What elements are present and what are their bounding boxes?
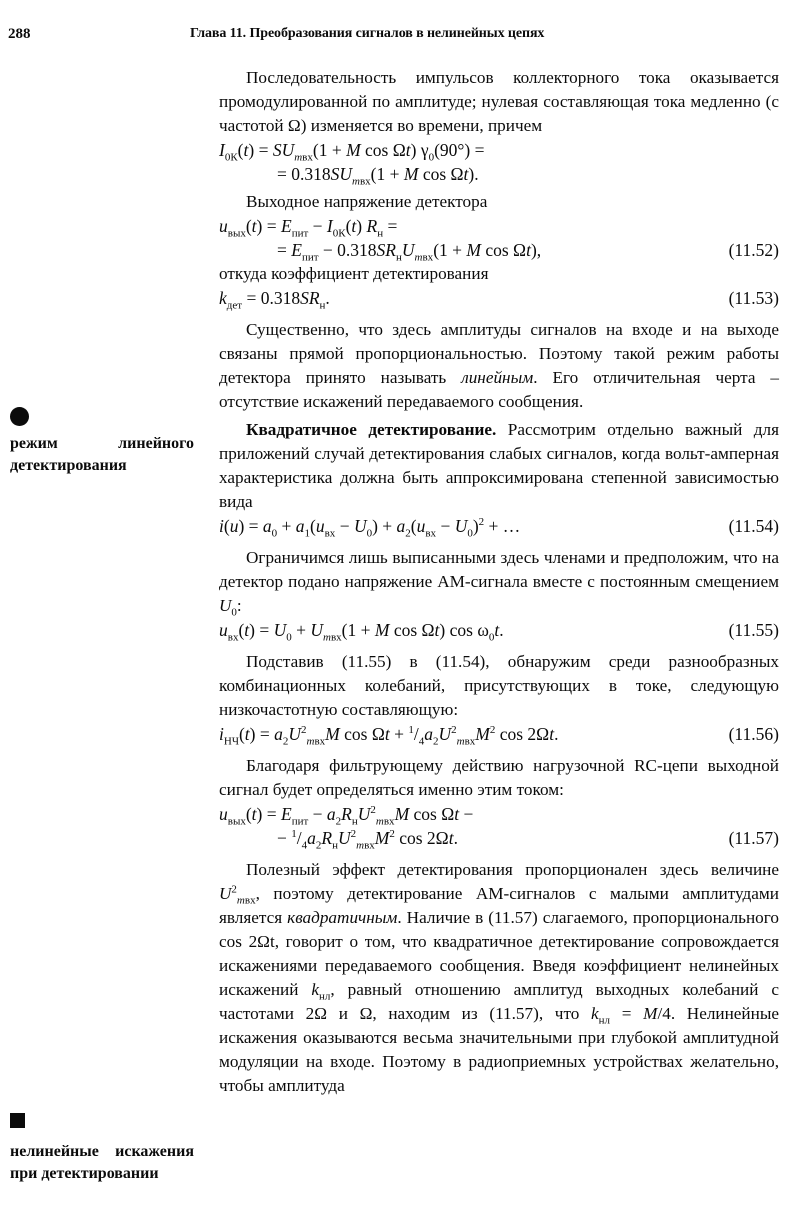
equation-number: (11.54) — [728, 516, 779, 536]
paragraph: Последовательность импульсов коллекторного тока оказывается промодулированной по амплитуде; нулевая составляющая тока медленно (с частотой Ω) изменяется во времени, причем — [219, 68, 779, 135]
equation-number: (11.57) — [728, 828, 779, 848]
equation-detection-coefficient: $k_{дет} = 0.318SR_н$. (11.53) — [219, 288, 779, 312]
bullet-square-icon — [10, 1113, 25, 1128]
paragraph: Существенно, что здесь амплитуды сигналов на входе и на выходе связаны прямой пропорциональностью. Поэтому такой режим работы детектора принято называть линейным. Его отличительная черта – отсутствие искажений передаваемого сообщения. — [219, 320, 780, 411]
equation-output-signal-cont: − $^1/_4a_2R_нU^2_{mвх}M^2$ cos 2Ωt. (11.57) — [277, 828, 779, 852]
margin-note-nonlinear-distortion: нелинейные искажения при детектировании — [10, 1143, 194, 1182]
equation-number: (11.53) — [728, 288, 779, 308]
equation-collector-current: $I_{0К}(t) = SU_{mвх}(1 + M$ cos Ωt) $\gamma_0(90^\circ)$ = — [219, 140, 485, 164]
emphasis: линейным — [461, 368, 534, 387]
page-number: 288 — [8, 26, 31, 42]
emphasis: квадратичным — [287, 908, 398, 927]
paragraph: Выходное напряжение детектора — [246, 192, 488, 211]
paragraph: Ограничимся лишь выписанными здесь членами и предположим, что на детектор подано напряжение АМ-сигнала вместе с постоянным смещением $U_0$: — [219, 548, 779, 619]
bullet-circle-icon — [10, 407, 29, 426]
equation-output-voltage: $u_{вых}(t) = E_{пит} - I_{0К}(t) R_н$ = — [219, 216, 398, 240]
equation-output-voltage-cont: = $E_{пит} - 0.318SR_нU_{mвх}(1 + M$ cos Ωt), (11.52) — [277, 240, 779, 264]
equation-number: (11.55) — [728, 620, 779, 640]
section-heading: Квадратичное детектирование. — [246, 420, 497, 439]
paragraph: Подставив (11.55) в (11.54), обнаружим среди разнообразных комбинационных колебаний, присутствующих в токе, следующую низкочастотную составляющую: — [219, 652, 779, 719]
paragraph: Полезный эффект детектирования пропорционален здесь величине $U^2_{mвх}$, поэтому детектирование АМ-сигналов с малыми амплитудами является квадратичным. Наличие в (11.57) слагаемого, пропорционального cos 2Ωt, говорит о том, что квадратичное детектирование сопровождается искажениями передаваемого сообщения. Введя коэффициент нелинейных искажений $k_{нл}$, равный отношению амплитуд выходных колебаний с частотами 2Ω и Ω, находим из (11.57), что $k_{нл} = M/4$. Нелинейные искажения оказываются весьма значительными при глубокой амплитудной модуляции на входе. Поэтому в радиоприемных устройствах желательно, чтобы амплитуда — [219, 860, 780, 1095]
margin-note-linear-detection: режим линейного детектирования — [10, 435, 194, 474]
paragraph: Благодаря фильтрующему действию нагрузочной RC-цепи выходной сигнал будет определяться именно этим током: — [219, 756, 779, 799]
equation-collector-current-cont: = $0.318SU_{mвх}(1 + M$ cos Ωt). — [277, 164, 479, 188]
main-text-column — [219, 66, 779, 1098]
paragraph: откуда коэффициент детектирования — [219, 264, 489, 283]
equation-number: (11.56) — [728, 724, 779, 744]
equation-lowfreq-current: $i_{НЧ}(t) = a_2U^2_{mвх}M$ $\cos \Omega t + ^1/_4a_2U^2_{mвх}M^2$ cos 2Ωt. (11.56) — [219, 724, 779, 748]
running-title: Глава 11. Преобразования сигналов в нелинейных цепях — [190, 26, 545, 41]
equation-output-signal: $u_{вых}(t) = E_{пит} - a_2R_нU^2_{mвх}M$ cos Ωt − — [219, 804, 474, 828]
equation-number: (11.52) — [728, 240, 779, 260]
equation-am-input: $u_{вх}(t) = U_0 + U_{mвх}(1 + M$ cos Ωt) $\cos \omega_0t$. (11.55) — [219, 620, 779, 644]
equation-iv-approximation: $i(u) = a_0 + a_1(u_{вх} - U_0) + a_2(u_{вх} - U_0)^2$ + … (11.54) — [219, 516, 779, 540]
paragraph: Квадратичное детектирование. Рассмотрим отдельно важный для приложений случай детектирования слабых сигналов, когда вольт-амперная характеристика должна быть аппроксимирована степенной зависимостью вида — [219, 420, 779, 511]
